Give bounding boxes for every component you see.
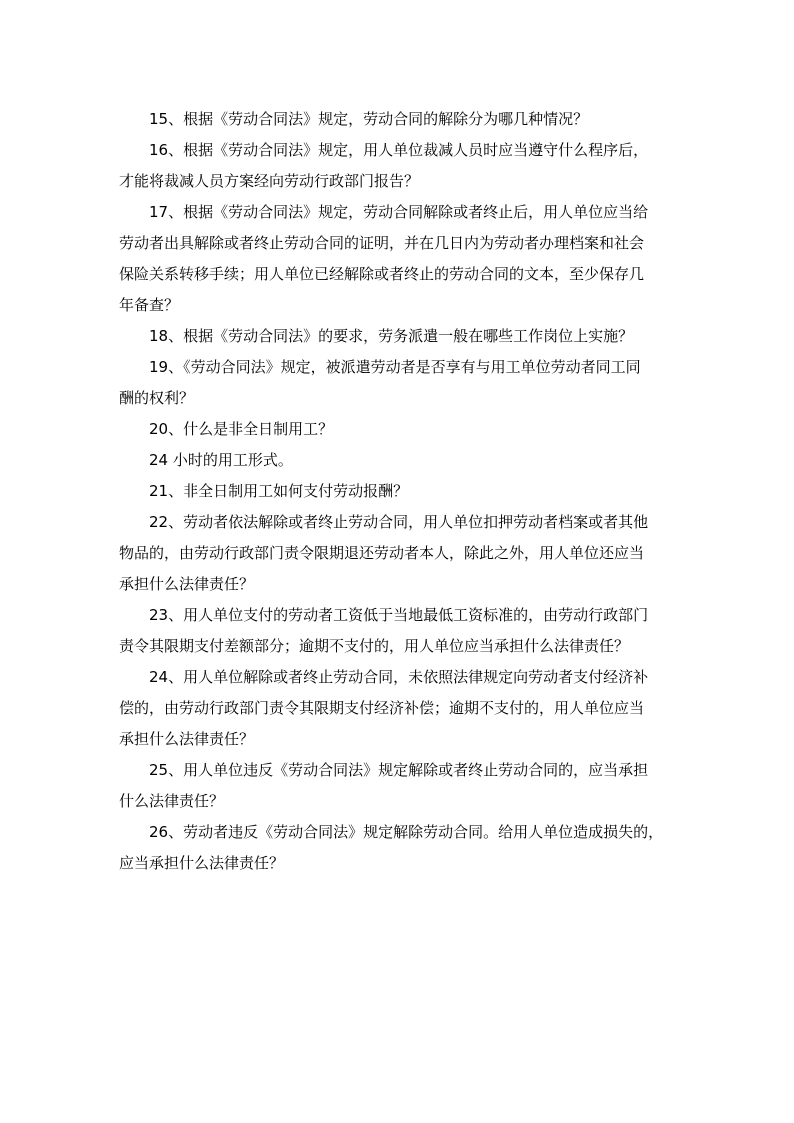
question-19 xyxy=(119,352,685,414)
text-line: 应当承担什么法律责任？ xyxy=(119,854,285,872)
question-15 xyxy=(119,104,685,135)
text-line: 酬的权利？ xyxy=(119,389,195,407)
question-16 xyxy=(119,135,685,197)
text-line: 25、用人单位违反《劳动合同法》规定解除或者终止劳动合同的，应当承担 xyxy=(149,761,649,779)
question-18 xyxy=(119,321,685,352)
text-line: 年备查？ xyxy=(119,296,180,314)
text-line: 责令其限期支付差额部分；逾期不支付的，用人单位应当承担什么法律责任？ xyxy=(119,637,630,655)
question-17 xyxy=(119,197,685,321)
text-line: 16、根据《劳动合同法》规定，用人单位裁减人员时应当遵守什么程序后， xyxy=(149,141,649,159)
text-line: 21、非全日制用工如何支付劳动报酬？ xyxy=(149,482,409,500)
text-line: 保险关系转移手续；用人单位已经解除或者终止的劳动合同的文本，至少保存几 xyxy=(119,265,645,283)
question-23 xyxy=(119,600,685,662)
text-line: 才能将裁减人员方案经向劳动行政部门报告？ xyxy=(119,172,420,190)
question-21 xyxy=(119,476,685,507)
text-line: 24、用人单位解除或者终止劳动合同，未依照法律规定向劳动者支付经济补 xyxy=(149,668,649,686)
text-line: 15、根据《劳动合同法》规定，劳动合同的解除分为哪几种情况？ xyxy=(149,110,589,128)
text-line: 物品的，由劳动行政部门责令限期退还劳动者本人，除此之外，用人单位还应当 xyxy=(119,544,645,562)
text-line: 承担什么法律责任？ xyxy=(119,575,255,593)
question-22 xyxy=(119,507,685,600)
text-line: 什么法律责任？ xyxy=(119,792,225,810)
text-line: 17、根据《劳动合同法》规定，劳动合同解除或者终止后，用人单位应当给 xyxy=(149,203,649,221)
text-line: 26、劳动者违反《劳动合同法》规定解除劳动合同。给用人单位造成损失的， xyxy=(149,823,664,841)
text-line: 23、用人单位支付的劳动者工资低于当地最低工资标准的，由劳动行政部门 xyxy=(149,606,649,624)
question-20 xyxy=(119,414,685,445)
text-line: 20、什么是非全日制用工？ xyxy=(149,420,334,438)
text-line: 19、《劳动合同法》规定，被派遣劳动者是否享有与用工单位劳动者同工同 xyxy=(149,358,641,376)
text-line: 24 小时的用工形式。 xyxy=(149,451,293,469)
text-line: 22、劳动者依法解除或者终止劳动合同，用人单位扣押劳动者档案或者其他 xyxy=(149,513,649,531)
text-line: 劳动者出具解除或者终止劳动合同的证明，并在几日内为劳动者办理档案和社会 xyxy=(119,234,645,252)
text-line: 18、根据《劳动合同法》的要求，劳务派遣一般在哪些工作岗位上实施？ xyxy=(149,327,634,345)
question-24 xyxy=(119,662,685,755)
document-page xyxy=(119,104,685,879)
question-25 xyxy=(119,755,685,817)
text-line: 承担什么法律责任？ xyxy=(119,730,255,748)
answer-20 xyxy=(119,445,685,476)
text-line: 偿的，由劳动行政部门责令其限期支付经济补偿；逾期不支付的，用人单位应当 xyxy=(119,699,645,717)
question-26 xyxy=(119,817,685,879)
